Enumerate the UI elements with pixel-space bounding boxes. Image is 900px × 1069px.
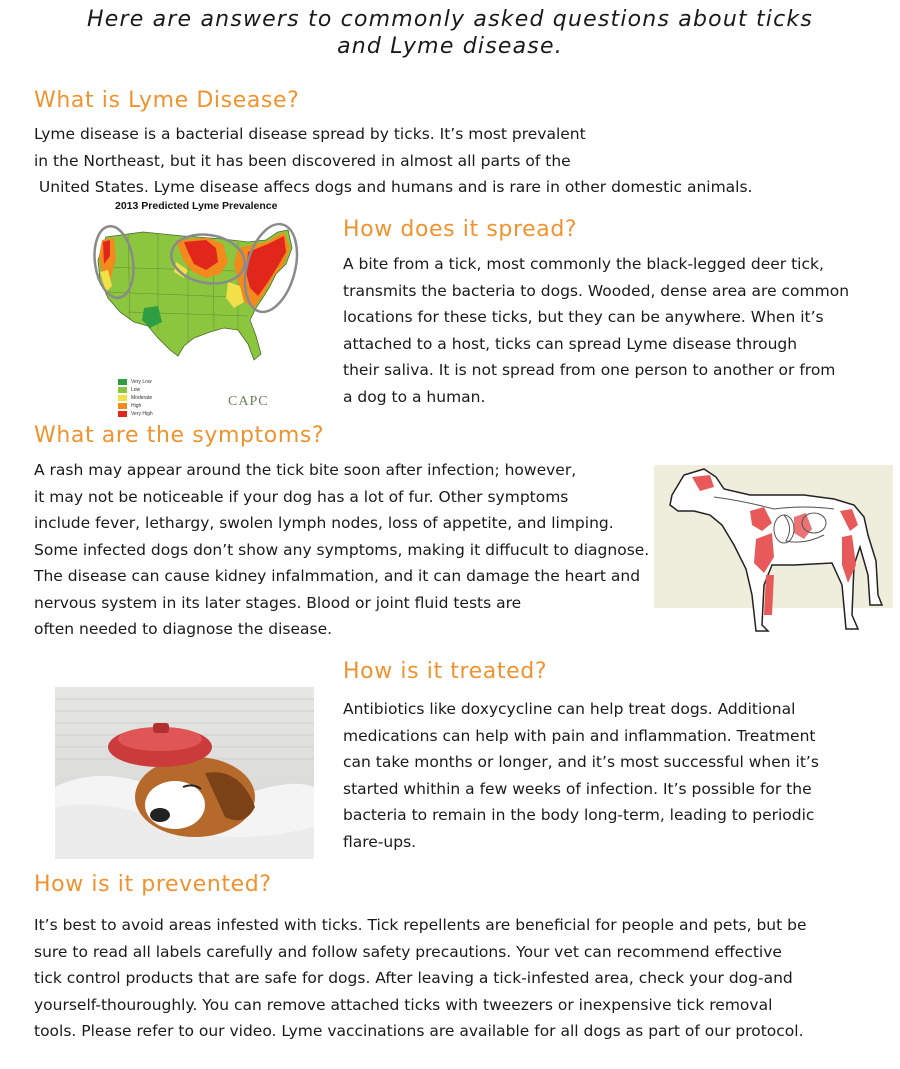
paragraph-line: yourself-thouroughly. You can remove attached ticks with tweezers or inexpensive tick removal bbox=[34, 995, 773, 1014]
paragraph-line: can take months or longer, and it’s most successful when it’s bbox=[343, 753, 819, 771]
prevented-paragraph bbox=[34, 912, 884, 1045]
dog-anatomy-illustration bbox=[654, 465, 893, 635]
paragraph-line: tick control products that are safe for dogs. After leaving a tick-infested area, check your dog-and bbox=[34, 969, 793, 987]
legend-label: Very Low bbox=[131, 378, 152, 385]
legend-item bbox=[118, 402, 153, 409]
heading-symptoms: What are the symptoms? bbox=[34, 423, 325, 448]
paragraph-line: nervous system in its later stages. Blood or joint fluid tests are bbox=[34, 593, 522, 612]
paragraph-line: A rash may appear around the tick bite soon after infection; however, bbox=[34, 461, 577, 479]
paragraph-line: started whithin a few weeks of infection. It’s possible for the bbox=[343, 779, 812, 798]
paragraph-line: bacteria to remain in the body long-term, leading to periodic bbox=[343, 806, 815, 824]
legend-swatch bbox=[118, 411, 127, 417]
legend-item bbox=[118, 410, 153, 417]
legend-label: Moderate bbox=[131, 394, 153, 401]
paragraph-line: The disease can cause kidney infalmmation, and it can damage the heart and bbox=[34, 567, 641, 585]
what-is-lyme-paragraph bbox=[34, 121, 854, 201]
paragraph-line: sure to read all labels carefully and follow safety precautions. Your vet can recommend effective bbox=[34, 942, 782, 961]
paragraph-line: United States. Lyme disease affecs dogs and humans and is rare in other domestic animals. bbox=[34, 178, 753, 196]
heading-what-is-lyme: What is Lyme Disease? bbox=[34, 88, 300, 113]
paragraph-line: It’s best to avoid areas infested with ticks. Tick repellents are beneficial for people and pets, but be bbox=[34, 916, 807, 934]
paragraph-line: Antibiotics like doxycycline can help treat dogs. Additional bbox=[343, 700, 796, 718]
paragraph-line: a dog to a human. bbox=[343, 387, 486, 406]
heading-how-spread: How does it spread? bbox=[343, 217, 578, 242]
sick-dog-icon bbox=[55, 687, 314, 859]
capc-logo: CAPC bbox=[228, 394, 269, 409]
legend-item bbox=[118, 378, 153, 385]
legend-swatch bbox=[118, 387, 127, 393]
intro-line-1: Here are answers to commonly asked questions about ticks bbox=[86, 7, 814, 32]
paragraph-line: their saliva. It is not spread from one person to another or from bbox=[343, 361, 836, 379]
legend-label: High bbox=[131, 402, 142, 409]
paragraph-line: tools. Please refer to our video. Lyme vaccinations are available for all dogs as part of our protocol. bbox=[34, 1022, 804, 1040]
legend-swatch bbox=[118, 379, 127, 385]
paragraph-line: include fever, lethargy, swolen lymph nodes, loss of appetite, and limping. bbox=[34, 514, 614, 532]
intro-line-2: and Lyme disease. bbox=[337, 34, 563, 59]
heading-how-treated: How is it treated? bbox=[343, 659, 548, 684]
spread-paragraph bbox=[343, 251, 893, 410]
treated-paragraph bbox=[343, 696, 893, 855]
paragraph-line: it may not be noticeable if your dog has a lot of fur. Other symptoms bbox=[34, 487, 569, 506]
paragraph-line: often needed to diagnose the disease. bbox=[34, 620, 333, 638]
legend-swatch bbox=[118, 395, 127, 401]
sick-dog-photo bbox=[55, 687, 314, 859]
paragraph-line: Some infected dogs don’t show any symptoms, making it diffucult to diagnose. bbox=[34, 540, 650, 559]
map-legend bbox=[118, 378, 153, 418]
symptoms-paragraph bbox=[34, 457, 694, 643]
paragraph-line: in the Northeast, but it has been discovered in almost all parts of the bbox=[34, 151, 571, 170]
legend-label: Very High bbox=[131, 410, 153, 417]
paragraph-line: Lyme disease is a bacterial disease spread by ticks. It’s most prevalent bbox=[34, 125, 586, 143]
paragraph-line: A bite from a tick, most commonly the black-legged deer tick, bbox=[343, 255, 824, 273]
lyme-prevalence-map-figure bbox=[88, 198, 328, 420]
paragraph-line: attached to a host, ticks can spread Lyme disease through bbox=[343, 334, 798, 353]
intro-heading bbox=[0, 6, 900, 60]
map-title: 2013 Predicted Lyme Prevalence bbox=[115, 200, 278, 212]
legend-item bbox=[118, 394, 153, 401]
heading-how-prevented: How is it prevented? bbox=[34, 872, 272, 897]
paragraph-line: locations for these ticks, but they can be anywhere. When it’s bbox=[343, 308, 824, 326]
dog-anatomy-icon bbox=[654, 465, 893, 635]
legend-swatch bbox=[118, 403, 127, 409]
legend-item bbox=[118, 386, 153, 393]
paragraph-line: transmits the bacteria to dogs. Wooded, dense area are common bbox=[343, 281, 850, 300]
legend-label: Low bbox=[131, 386, 141, 393]
us-map-icon bbox=[88, 212, 328, 372]
paragraph-line: flare-ups. bbox=[343, 832, 417, 851]
paragraph-line: medications can help with pain and inflammation. Treatment bbox=[343, 726, 816, 745]
